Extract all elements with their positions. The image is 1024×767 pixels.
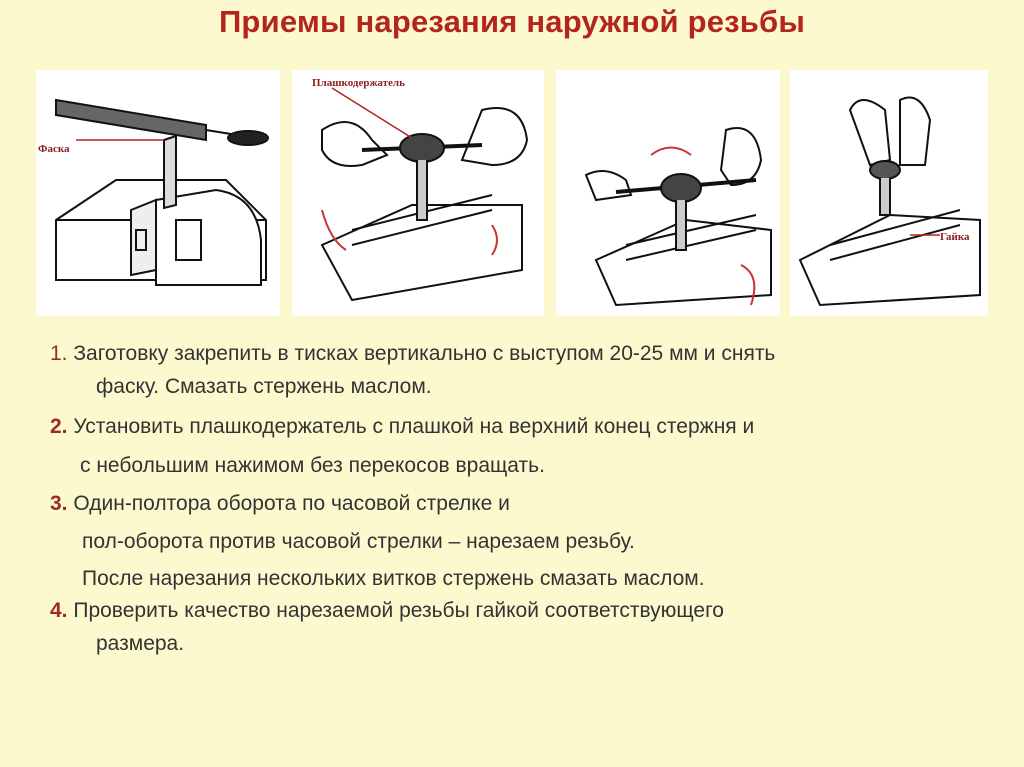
step-2-number: 2.	[50, 415, 68, 438]
step-3-line-1	[50, 492, 510, 516]
figure-label-chamfer: Фаска	[38, 143, 70, 155]
step-2-line-1	[50, 415, 754, 439]
slide-title: Приемы нарезания наружной резьбы	[218, 4, 806, 39]
step-3-line-3: После нарезания нескольких витков стержень смазать маслом.	[82, 567, 705, 590]
step-3-text-1: Один-полтора оборота по часовой стрелке и	[73, 492, 510, 515]
step-4-line-2: размера.	[96, 632, 185, 655]
rotation-illustration	[556, 70, 780, 316]
step-4-text-1: Проверить качество нарезаемой резьбы гайкой соответствующего	[73, 599, 724, 622]
step-2-text-1: Установить плашкодержатель с плашкой на верхний конец стержня и	[73, 415, 755, 438]
figure-die-holder	[292, 70, 544, 316]
step-4-line-1	[50, 599, 724, 623]
figure-label-die-holder: Плашкодержатель	[312, 77, 405, 89]
step-1-text-1: Заготовку закрепить в тисках вертикально с выступом 20-25 мм и снять	[73, 342, 776, 365]
step-1-line-2: фаску. Смазать стержень маслом.	[96, 375, 432, 398]
figure-chamfer	[36, 70, 280, 316]
nut-check-illustration	[790, 70, 988, 316]
step-3-number: 3.	[50, 492, 68, 515]
step-1-number: 1.	[50, 342, 68, 365]
figure-nut-check	[790, 70, 988, 316]
figure-label-nut: Гайка	[940, 231, 970, 243]
step-4-number: 4.	[50, 599, 68, 622]
step-1-line-1	[50, 342, 775, 366]
chamfer-illustration	[36, 70, 280, 316]
figure-rotation	[556, 70, 780, 316]
step-2-line-2: с небольшим нажимом без перекосов вращать.	[80, 454, 545, 477]
die-holder-illustration	[292, 70, 544, 316]
step-3-line-2: пол-оборота против часовой стрелки – нарезаем резьбу.	[82, 530, 635, 553]
